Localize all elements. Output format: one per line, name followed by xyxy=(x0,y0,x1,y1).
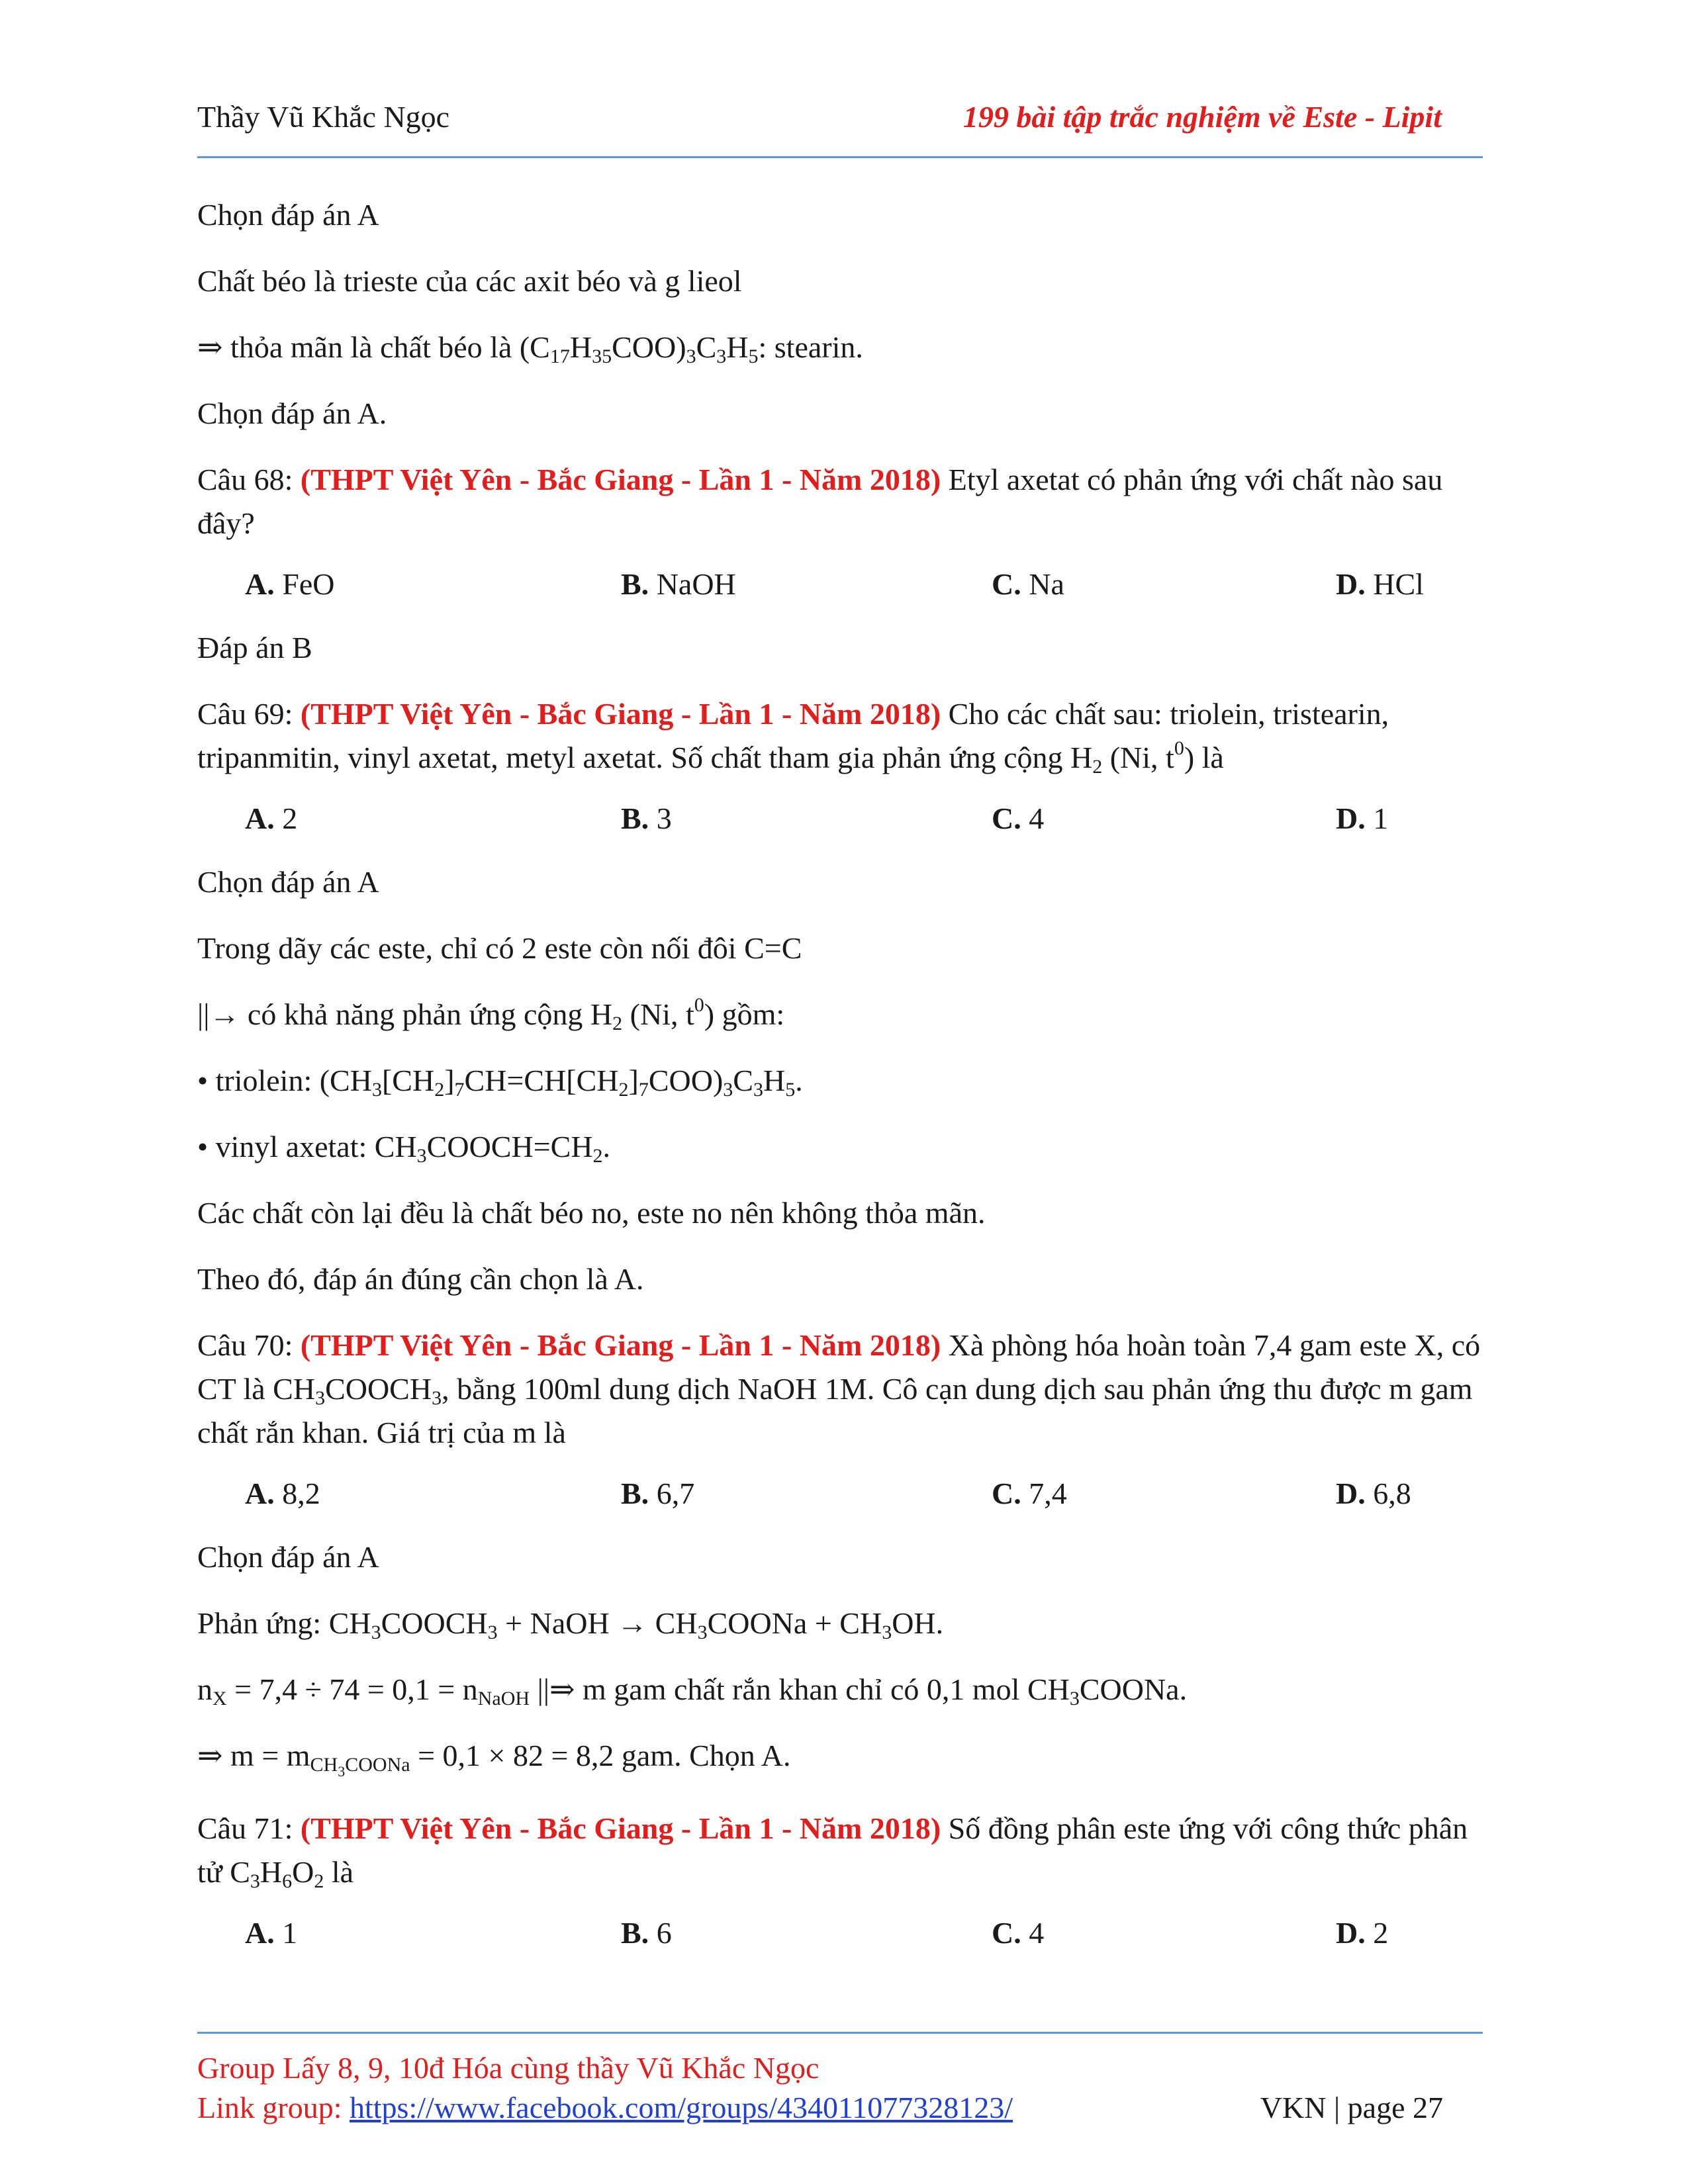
question-source: (THPT Việt Yên - Bắc Giang - Lần 1 - Năm 2018) xyxy=(300,463,941,496)
option-c: C. 7,4 xyxy=(992,1477,1067,1510)
explanation-line: Theo đó, đáp án đúng cần chọn là A. xyxy=(197,1262,644,1296)
group-name: Group Lấy 8, 9, 10đ Hóa cùng thầy Vũ Khắc Ngọc xyxy=(197,2051,820,2085)
question-71: Câu 71: (THPT Việt Yên - Bắc Giang - Lần 1 - Năm 2018) Số đồng phân este ứng với công thức phân tử $C_3H_6O_2$ là xyxy=(197,1811,1468,1892)
explanation-line: ⇒ $m = m_{CH_3COONa} = 0,1 \times 82 = 8,2$ gam. Chọn A. xyxy=(197,1739,791,1780)
option-b: B. 3 xyxy=(621,801,672,835)
option-d: D. 6,8 xyxy=(1336,1477,1411,1510)
question-69: Câu 69: (THPT Việt Yên - Bắc Giang - Lần 1 - Năm 2018) Cho các chất sau: triolein, tristearin, tripanmitin, vinyl axetat, metyl axetat. Số chất tham gia phản ứng cộng $H_2$ (Ni, $t^0$) là xyxy=(197,697,1389,778)
author-name: Thầy Vũ Khắc Ngọc xyxy=(197,100,450,134)
document-title: 199 bài tập trắc nghiệm về Este - Lipit xyxy=(962,100,1442,134)
options-71 xyxy=(197,1911,1483,1955)
explanation-line: • triolein: $(CH_3[CH_2]_7CH=CH[CH_2]_7COO)_3C_3H_5$. xyxy=(197,1064,803,1101)
option-b: B. NaOH xyxy=(621,567,736,601)
page-number: VKN | page 27 xyxy=(1260,2091,1443,2124)
page-header xyxy=(197,93,1481,146)
question-source: (THPT Việt Yên - Bắc Giang - Lần 1 - Năm 2018) xyxy=(300,1328,941,1362)
question-68: Câu 68: (THPT Việt Yên - Bắc Giang - Lần 1 - Năm 2018) Etyl axetat có phản ứng với chất nào sau đây? xyxy=(197,463,1443,540)
answer-line: Đáp án B xyxy=(197,631,312,664)
explanation-line: Trong dãy các este, chỉ có 2 este còn nối đôi C=C xyxy=(197,931,802,965)
group-link[interactable]: https://www.facebook.com/groups/434011077328123/ xyxy=(349,2091,1013,2124)
option-d: D. HCl xyxy=(1336,567,1424,601)
question-source: (THPT Việt Yên - Bắc Giang - Lần 1 - Năm 2018) xyxy=(300,697,941,731)
page-content xyxy=(197,193,1483,1975)
explanation-line: ||→ có khả năng phản ứng cộng $H_2$ (Ni, $t^0$) gồm: xyxy=(197,994,785,1034)
option-c: C. 4 xyxy=(992,1916,1045,1950)
answer-line: Chọn đáp án A. xyxy=(197,396,387,430)
footer-divider xyxy=(197,2032,1483,2034)
option-b: B. 6,7 xyxy=(621,1477,695,1510)
options-68 xyxy=(197,563,1483,606)
answer-line: Chọn đáp án A xyxy=(197,198,379,232)
question-70: Câu 70: (THPT Việt Yên - Bắc Giang - Lần 1 - Năm 2018) Xà phòng hóa hoàn toàn 7,4 gam este X, có CT là $CH_3COOCH_3$, bằng 100ml dung dịch NaOH 1M. Cô cạn dung dịch sau phản ứng thu được m gam chất rắn khan. Giá trị của m là xyxy=(197,1328,1481,1449)
explanation-line: $n_X = 7,4 \div 74 = 0,1 = n_{NaOH}$ ||⇒ m gam chất rắn khan chỉ có 0,1 mol $CH_3COONa$. xyxy=(197,1672,1188,1709)
option-d: D. 1 xyxy=(1336,801,1389,835)
options-70 xyxy=(197,1472,1483,1516)
options-69 xyxy=(197,797,1483,841)
option-b: B. 6 xyxy=(621,1916,672,1950)
explanation-line: • vinyl axetat: $CH_3COOCH=CH_2$. xyxy=(197,1130,611,1167)
explanation-line: Các chất còn lại đều là chất béo no, este no nên không thỏa mãn. xyxy=(197,1196,986,1230)
link-label: Link group: xyxy=(197,2091,350,2124)
answer-line: Chọn đáp án A xyxy=(197,1540,379,1574)
option-a: A. 1 xyxy=(245,1916,298,1950)
option-a: A. FeO xyxy=(245,567,335,601)
header-divider xyxy=(197,156,1483,158)
answer-line: Chọn đáp án A xyxy=(197,865,379,899)
option-a: A. 8,2 xyxy=(245,1477,320,1510)
explanation-line: ⇒ thỏa mãn là chất béo là $(C_{17}H_{35}COO)_3C_3H_5$: stearin. xyxy=(197,330,863,367)
option-c: C. Na xyxy=(992,567,1064,601)
explanation-line: Chất béo là trieste của các axit béo và g lieol xyxy=(197,264,742,298)
option-d: D. 2 xyxy=(1336,1916,1389,1950)
explanation-line: Phản ứng: $CH_3COOCH_3$ + NaOH → $CH_3COONa + CH_3OH$. xyxy=(197,1606,944,1643)
option-c: C. 4 xyxy=(992,801,1045,835)
question-source: (THPT Việt Yên - Bắc Giang - Lần 1 - Năm 2018) xyxy=(300,1811,941,1845)
page-footer xyxy=(197,2048,1483,2128)
option-a: A. 2 xyxy=(245,801,298,835)
